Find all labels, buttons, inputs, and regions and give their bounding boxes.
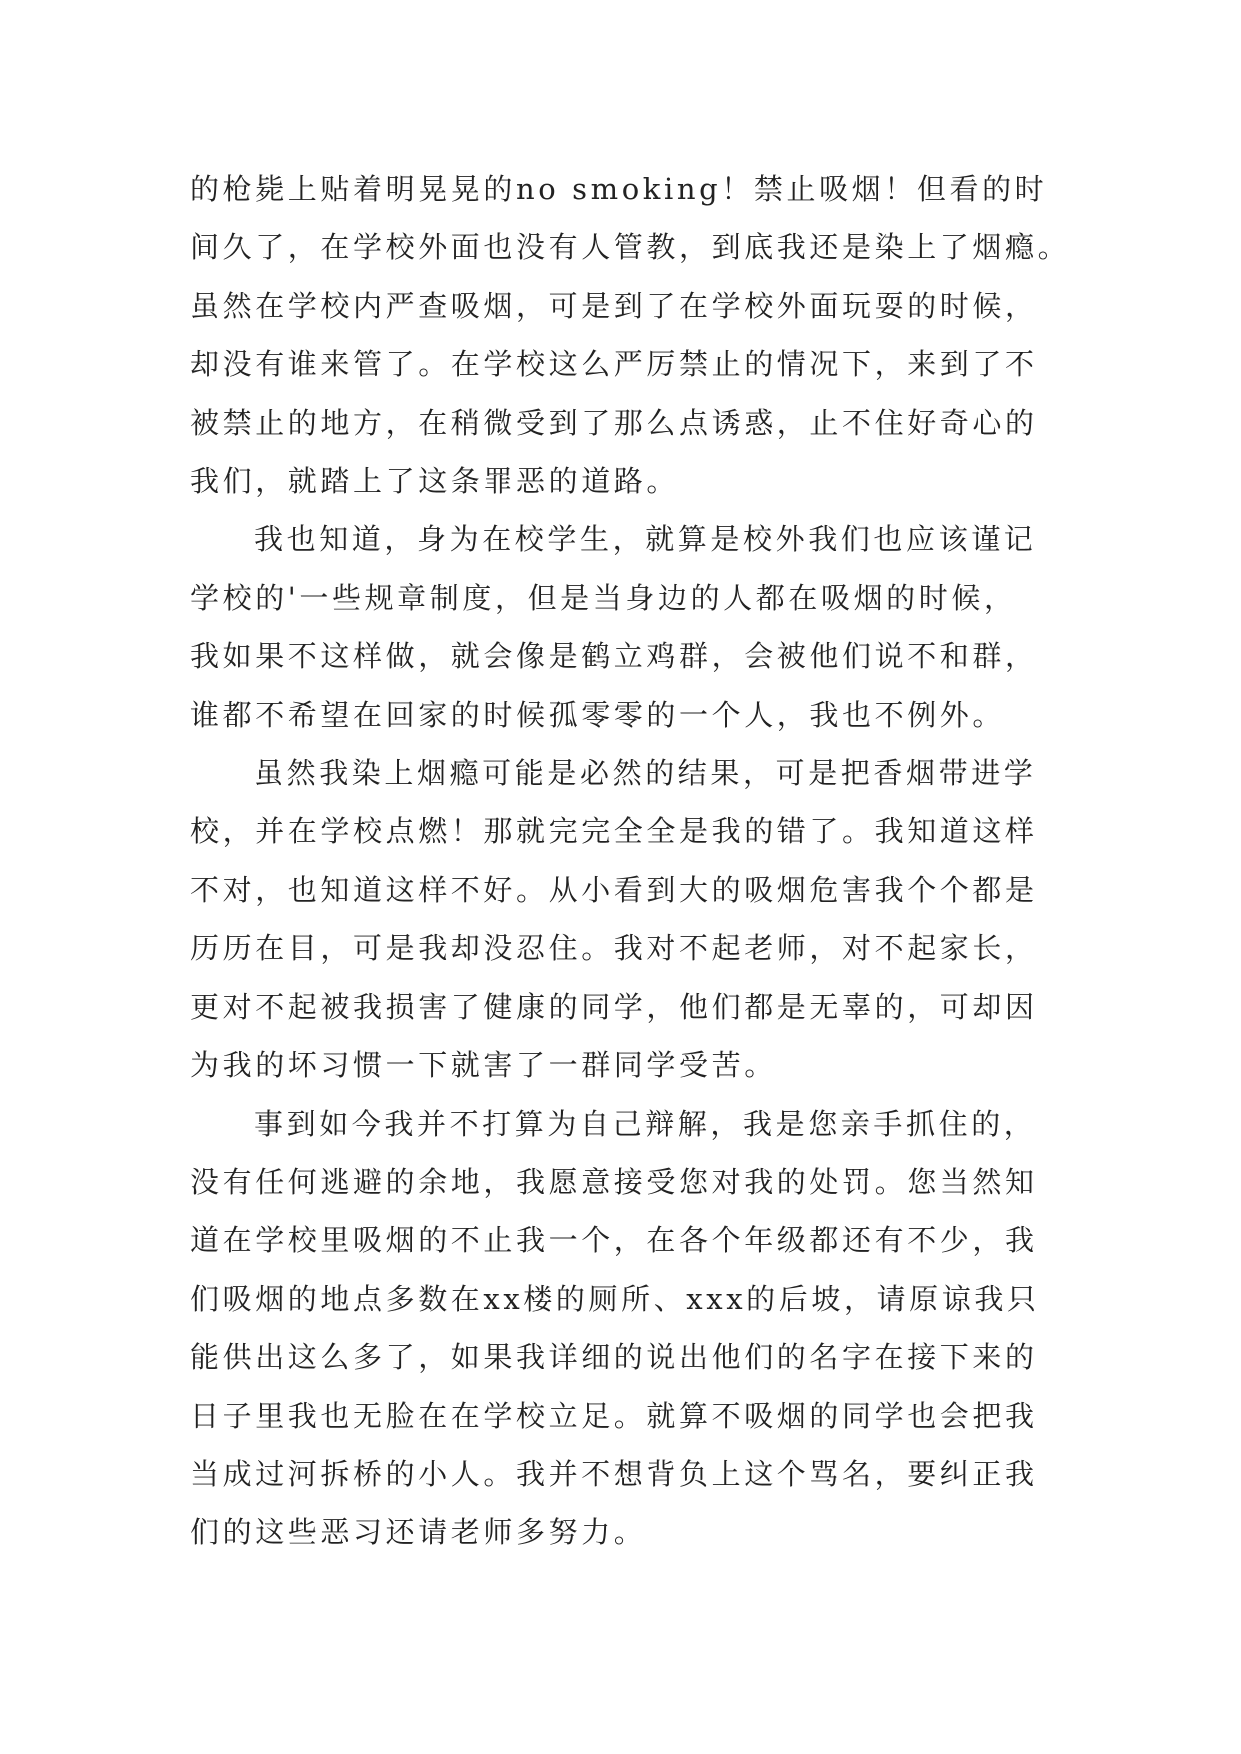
text-line: 的枪毙上贴着明晃晃的no smoking！禁止吸烟！但看的时: [190, 172, 1048, 206]
text-line: 我如果不这样做，就会像是鹤立鸡群，会被他们说不和群，: [190, 639, 1038, 674]
text-line: 谁都不希望在回家的时候孤零零的一个人，我也不例外。: [190, 697, 1006, 732]
text-line: 更对不起被我损害了健康的同学，他们都是无辜的，可却因: [190, 989, 1038, 1024]
text-line: 不对，也知道这样不好。从小看到大的吸烟危害我个个都是: [190, 872, 1038, 907]
text-line: 我们，就踏上了这条罪恶的道路。: [190, 464, 680, 499]
text-line: 历历在目，可是我却没忍住。我对不起老师，对不起家长，: [190, 931, 1038, 966]
text-line-indented: 我也知道，身为在校学生，就算是校外我们也应该谨记: [254, 522, 1037, 557]
text-line: 没有任何逃避的余地，我愿意接受您对我的处罚。您当然知: [190, 1164, 1038, 1199]
paragraph-1: [190, 160, 1070, 510]
text-line-indented: 虽然我染上烟瘾可能是必然的结果，可是把香烟带进学: [254, 756, 1037, 791]
document-body: [190, 160, 1070, 1562]
text-line: 被禁止的地方，在稍微受到了那么点诱惑，止不住好奇心的: [190, 405, 1038, 440]
text-line: 却没有谁来管了。在学校这么严厉禁止的情况下，来到了不: [190, 347, 1038, 382]
text-line: 为我的坏习惯一下就害了一群同学受苦。: [190, 1048, 777, 1083]
paragraph-4: [190, 1095, 1070, 1562]
text-line: 校，并在学校点燃！那就完完全全是我的错了。我知道这样: [190, 814, 1038, 849]
text-line: 们吸烟的地点多数在xx楼的厕所、xxx的后坡，请原谅我只: [190, 1281, 1040, 1316]
text-line: 虽然在学校内严查吸烟，可是到了在学校外面玩耍的时候，: [190, 288, 1038, 323]
text-line: 日子里我也无脸在在学校立足。就算不吸烟的同学也会把我: [190, 1398, 1038, 1433]
text-line: 当成过河拆桥的小人。我并不想背负上这个骂名，要纠正我: [190, 1456, 1038, 1491]
paragraph-3: [190, 744, 1070, 1094]
text-line: 道在学校里吸烟的不止我一个，在各个年级都还有不少，我: [190, 1223, 1038, 1258]
paragraph-2: [190, 510, 1070, 744]
text-line: 间久了，在学校外面也没有人管教，到底我还是染上了烟瘾。: [190, 230, 1071, 265]
text-line: 能供出这么多了，如果我详细的说出他们的名字在接下来的: [190, 1340, 1038, 1375]
text-line-indented: 事到如今我并不打算为自己辩解，我是您亲手抓住的，: [254, 1106, 1037, 1141]
text-line: 们的这些恶习还请老师多努力。: [190, 1515, 647, 1550]
text-line: 学校的'一些规章制度，但是当身边的人都在吸烟的时候，: [190, 580, 1017, 615]
